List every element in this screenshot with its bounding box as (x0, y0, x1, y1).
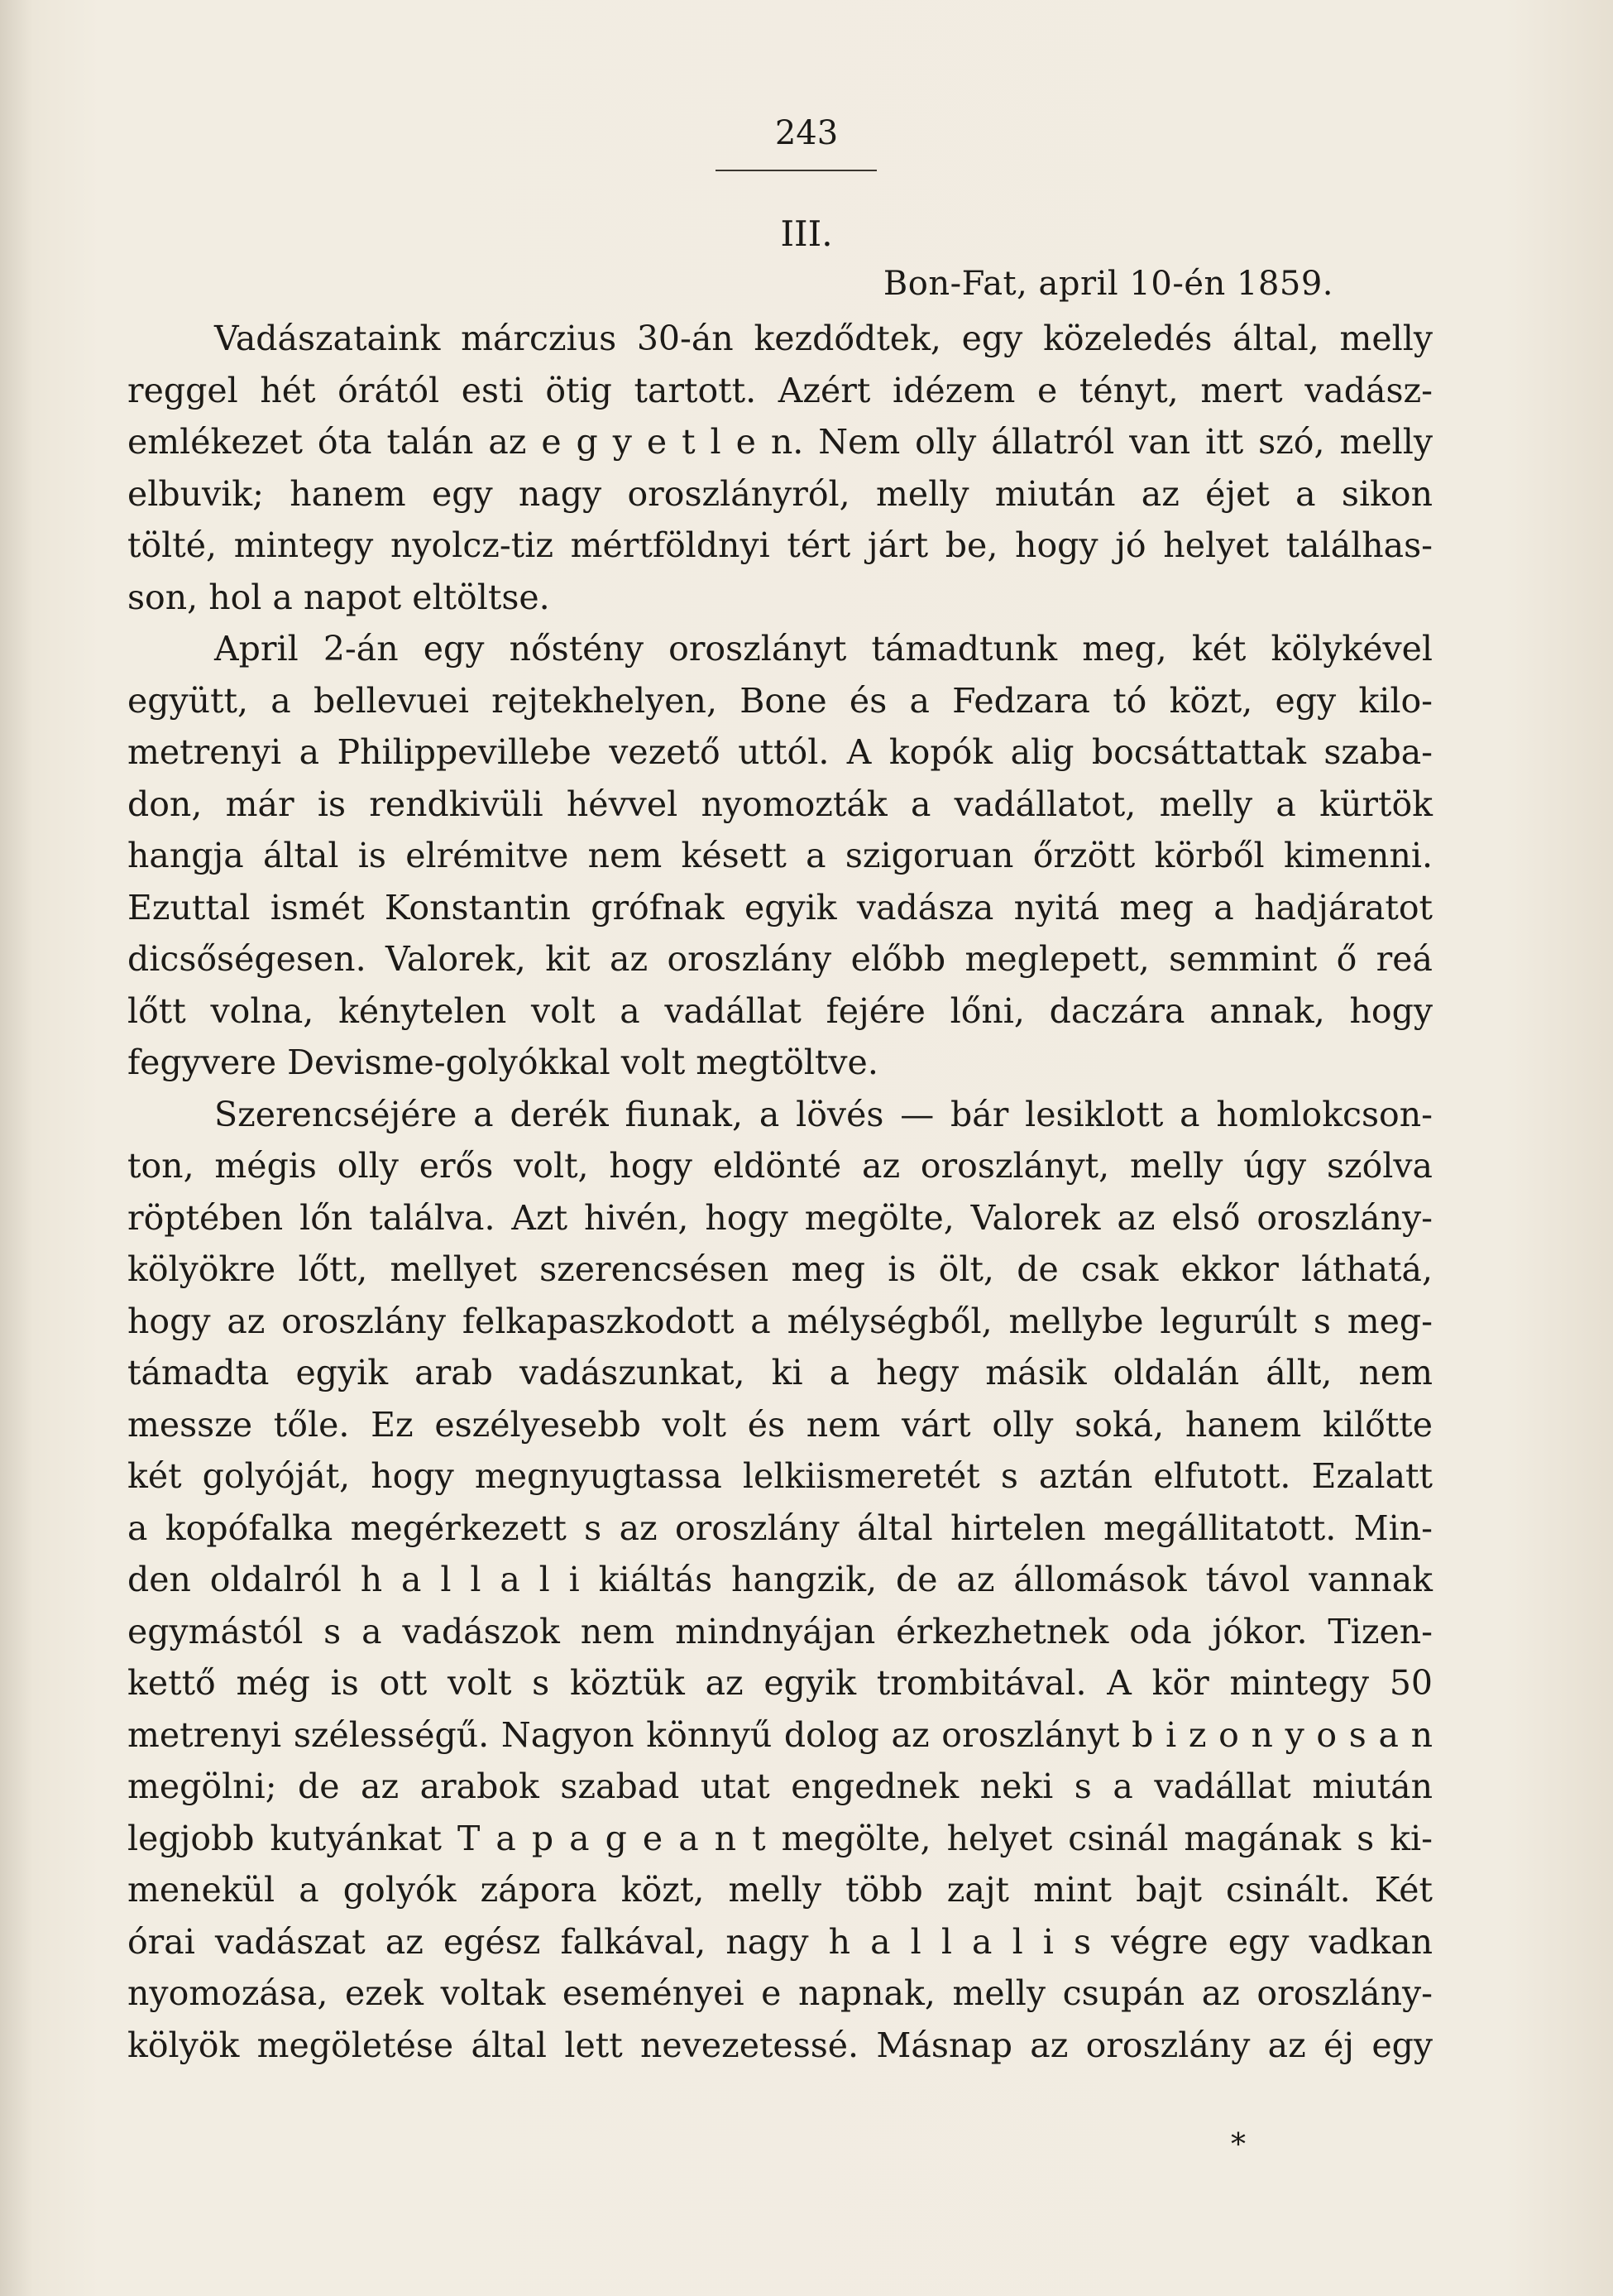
text-line: nyomozása, ezek voltak eseményei e napnak, melly csupán az oroszlány- (127, 1973, 1433, 2013)
text-line: a kopófalka megérkezett s az oroszlány által hirtelen megállitatott. Min- (127, 1507, 1433, 1548)
text-line: kölyök megöletése által lett nevezetessé. Másnap az oroszlány az éj egy (127, 2025, 1433, 2065)
text-line: April 2-án egy nőstény oroszlányt támadtunk meg, két kölykével (214, 629, 1433, 669)
text-line: hangja által is elrémitve nem késett a szigoruan őrzött körből kimenni. (127, 836, 1433, 875)
text-line: dicsőségesen. Valorek, kit az oroszlány előbb meglepett, semmint ő reá (127, 939, 1433, 979)
text-line: metrenyi a Philippevillebe vezető uttól. A kopók alig bocsáttattak szaba- (127, 732, 1433, 772)
text-line: elbuvik; hanem egy nagy oroszlányról, melly miután az éjet a sikon (127, 473, 1433, 514)
text-line: támadta egyik arab vadászunkat, ki a hegy másik oldalán állt, nem (127, 1353, 1433, 1392)
text-line: son, hol a napot eltöltse. (127, 577, 550, 617)
text-line: órai vadászat az egész falkával, nagy h a l l a l i s végre egy vadkan (127, 1921, 1433, 1962)
text-line: kölyökre lőtt, mellyet szerencsésen meg is ölt, de csak ekkor láthatá, (127, 1249, 1433, 1289)
text-line: hogy az oroszlány felkapaszkodott a mélységből, mellybe legurúlt s meg- (127, 1301, 1433, 1341)
text-line: menekül a golyók zápora közt, melly több zajt mint bajt csinált. Két (127, 1870, 1433, 1910)
text-line: tölté, mintegy nyolcz-tiz mértföldnyi tért járt be, hogy jó helyet találhas- (127, 525, 1433, 565)
page-number: 243 (774, 114, 839, 152)
text-line: Szerencséjére a derék fiunak, a lövés — bár lesiklott a homlokcson- (214, 1094, 1433, 1134)
section-number: III. (780, 213, 833, 254)
text-line: egymástól s a vadászok nem mindnyájan érkezhetnek oda jókor. Tizen- (127, 1611, 1433, 1651)
body-text (127, 313, 1433, 2071)
text-line: megölni; de az arabok szabad utat engednek neki s a vadállat miután (127, 1766, 1433, 1806)
text-line: lőtt volna, kénytelen volt a vadállat fejére lőni, daczára annak, hogy (127, 990, 1433, 1031)
text-line: metrenyi szélességű. Nagyon könnyű dolog az oroszlányt b i z o n y o s a n (127, 1714, 1433, 1755)
text-line: legjobb kutyánkat T a p a g e a n t megölte, helyet csinál magának s ki- (127, 1818, 1433, 1858)
text-line: fegyvere Devisme-golyókkal volt megtöltve. (127, 1043, 878, 1082)
text-line: den oldalról h a l l a l i kiáltás hangzik, de az állomások távol vannak (127, 1560, 1433, 1599)
text-line: Vadászataink márczius 30-án kezdődtek, egy közeledés által, melly (214, 319, 1433, 358)
text-line: együtt, a bellevuei rejtekhelyen, Bone és a Fedzara tó közt, egy kilo- (127, 680, 1433, 721)
dateline: Bon-Fat, april 10-én 1859. (883, 265, 1333, 303)
text-line: két golyóját, hogy megnyugtassa lelkiismeretét s aztán elfutott. Ezalatt (127, 1456, 1433, 1496)
text-line: emlékezet óta talán az e g y e t l e n. Nem olly állatról van itt szó, melly (127, 422, 1433, 462)
text-line: ton, mégis olly erős volt, hogy eldönté az oroszlányt, melly úgy szólva (127, 1146, 1433, 1186)
page-number-rule (716, 170, 877, 171)
text-line: röptében lőn találva. Azt hivén, hogy megölte, Valorek az első oroszlány- (127, 1197, 1433, 1238)
footer-signature-mark: * (1231, 2128, 1246, 2162)
text-line: kettő még is ott volt s köztük az egyik trombitával. A kör mintegy 50 (127, 1663, 1433, 1703)
text-line: messze tőle. Ez eszélyesebb volt és nem várt olly soká, hanem kilőtte (127, 1404, 1433, 1445)
text-line: don, már is rendkivüli hévvel nyomozták a vadállatot, melly a kürtök (127, 784, 1433, 824)
text-line: Ezuttal ismét Konstantin grófnak egyik vadásza nyitá meg a hadjáratot (127, 887, 1433, 928)
text-line: reggel hét órától esti ötig tartott. Azért idézem e tényt, mert vadász- (127, 370, 1433, 410)
